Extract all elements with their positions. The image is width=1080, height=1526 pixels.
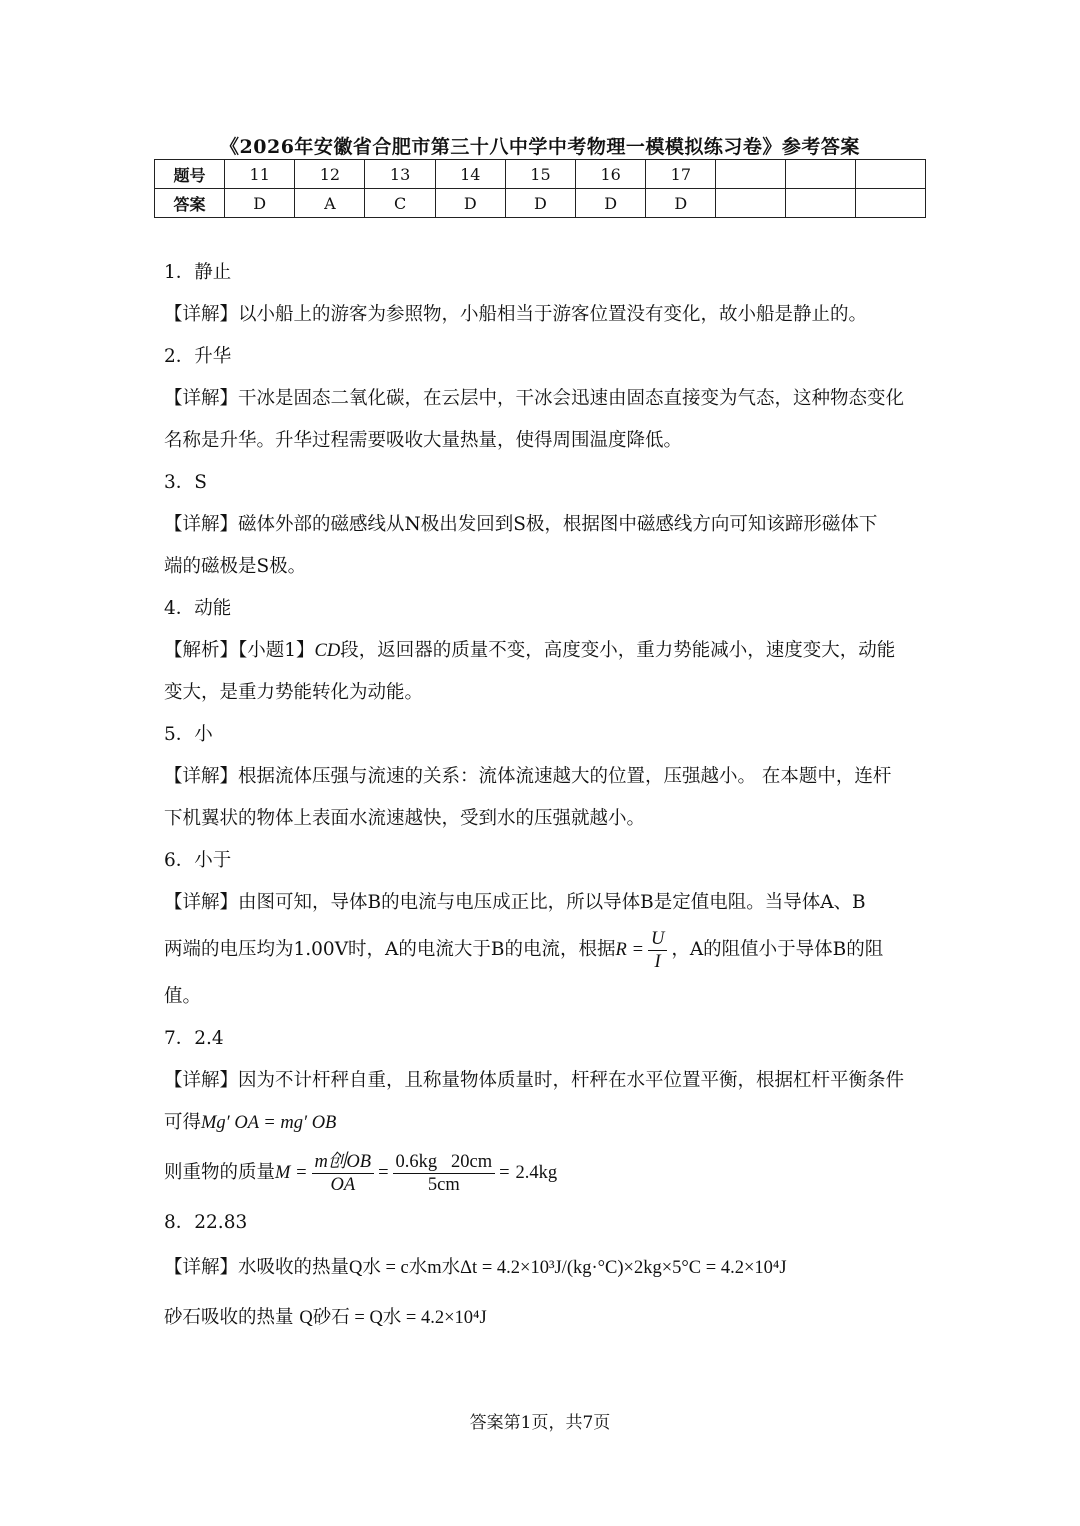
q1-detail: 【详解】以小船上的游客为参照物，小船相当于游客位置没有变化，故小船是静止的。 [164,304,868,325]
table-cell: C [365,189,435,218]
lever-balance-formula: Mg′ OA = mg′ OB [201,1113,337,1133]
table-row-numbers [155,160,926,189]
table-cell [856,160,926,189]
water-heat-formula: Q水 = c水m水Δt = 4.2×10³J/(kg·°C)×2kg×5°C = 4.2×10⁴J [349,1258,787,1278]
sand-heat-formula: Q砂石 = Q水 = 4.2×10⁴J [299,1308,487,1328]
q7-detail-line3 [164,1144,924,1202]
equals-2: = [499,1163,510,1183]
q3-detail-line1: 【详解】磁体外部的磁感线从N极出发回到S极，根据图中磁感线方向可知该蹄形磁体下 [164,514,878,535]
q6-answer: 6．小于 [164,850,232,871]
answer-table [154,159,926,218]
q4-detail-prefix: 【解析】【小题1】 [164,640,315,661]
q8-detail-line1 [164,1244,924,1292]
mass-fraction-2 [393,1151,496,1196]
q4-detail-text: 段，返回器的质量不变，高度变小，重力势能减小，速度变大，动能 [340,640,896,661]
mass-lhs: M = [275,1163,308,1183]
q2-detail-line1: 【详解】干冰是固态二氧化碳，在云层中，干冰会迅速由固态直接变为气态，这种物态变化 [164,388,905,409]
q8-detail-line2 [164,1292,924,1344]
table-cell [716,189,786,218]
q3-detail-line2: 端的磁极是S极。 [164,556,307,577]
table-cell: 15 [505,160,575,189]
q5-answer: 5．小 [164,724,213,745]
table-cell: 13 [365,160,435,189]
q7-answer: 7．2.4 [164,1028,224,1049]
table-cell: D [646,189,716,218]
q7-detail-line1: 【详解】因为不计杆秤自重，且称量物体质量时，杆秤在水平位置平衡，根据杠杆平衡条件 [164,1070,905,1091]
table-cell: A [295,189,365,218]
ohm-numerator: U [648,928,667,951]
fraction-2-denominator: 5cm [427,1174,460,1195]
fraction-1-numerator: m创OB [312,1151,375,1174]
q6-detail-line1: 【详解】由图可知，导体B的电流与电压成正比，所以导体B是定值电阻。当导体A、B [164,892,866,913]
table-cell [856,189,926,218]
q8-answer: 8．22.83 [164,1212,248,1233]
q4-answer: 4．动能 [164,598,232,619]
ohm-fraction [648,928,667,973]
q2-detail-line2: 名称是升华。升华过程需要吸收大量热量，使得周围温度降低。 [164,430,683,451]
q8-sand-pre: 砂石吸收的热量 [164,1307,294,1328]
q4-detail-line2: 变大，是重力势能转化为动能。 [164,682,424,703]
table-cell: 17 [646,160,716,189]
table-row-answers [155,189,926,218]
q1-answer: 1．静止 [164,262,232,283]
q6-detail-line3: 值。 [164,986,202,1007]
q5-detail-line2: 下机翼状的物体上表面水流速越快，受到水的压强就越小。 [164,808,646,829]
q6-detail-pre: 两端的电压均为1.00V时，A的电流大于B的电流，根据 [164,939,616,960]
q7-detail-line2 [164,1102,924,1144]
equals-1: = [378,1163,389,1183]
q8-detail-pre: 【详解】水吸收的热量 [164,1257,350,1278]
fraction-2-numerator: 0.6kg 20cm [393,1151,496,1174]
q6-detail-post: ，A的阻值小于导体B的阻 [671,939,884,960]
table-cell: 14 [435,160,505,189]
table-cell: D [225,189,295,218]
ohm-denominator: I [654,951,661,972]
q5-detail-line1: 【详解】根据流体压强与流速的关系：流体流速越大的位置，压强越小。 在本题中，连杆 [164,766,892,787]
ohm-formula-lhs: R = [615,940,644,960]
row-label-answer: 答案 [155,189,225,218]
table-cell: 16 [576,160,646,189]
q7-mass-pre: 则重物的质量 [164,1162,276,1183]
table-cell [786,160,856,189]
table-cell: 12 [295,160,365,189]
row-label-number: 题号 [155,160,225,189]
fraction-1-denominator: OA [330,1174,356,1195]
q2-answer: 2．升华 [164,346,232,367]
table-cell: D [505,189,575,218]
q3-answer: 3．S [164,472,207,493]
answer-content [164,252,924,1344]
q7-detail-pre: 可得 [164,1112,202,1133]
mass-result: 2.4kg [515,1163,558,1183]
q6-detail-line2 [164,924,924,976]
q4-detail-line1 [164,630,924,672]
table-cell: D [435,189,505,218]
table-cell: 11 [225,160,295,189]
q4-segment-label: CD [314,641,341,661]
table-cell [786,189,856,218]
document-title: 《2026年安徽省合肥市第三十八中学中考物理一模模拟练习卷》参考答案 [220,136,860,158]
table-cell [716,160,786,189]
table-cell: D [576,189,646,218]
mass-fraction-1 [312,1151,375,1196]
page-footer: 答案第1页，共7页 [469,1413,611,1433]
